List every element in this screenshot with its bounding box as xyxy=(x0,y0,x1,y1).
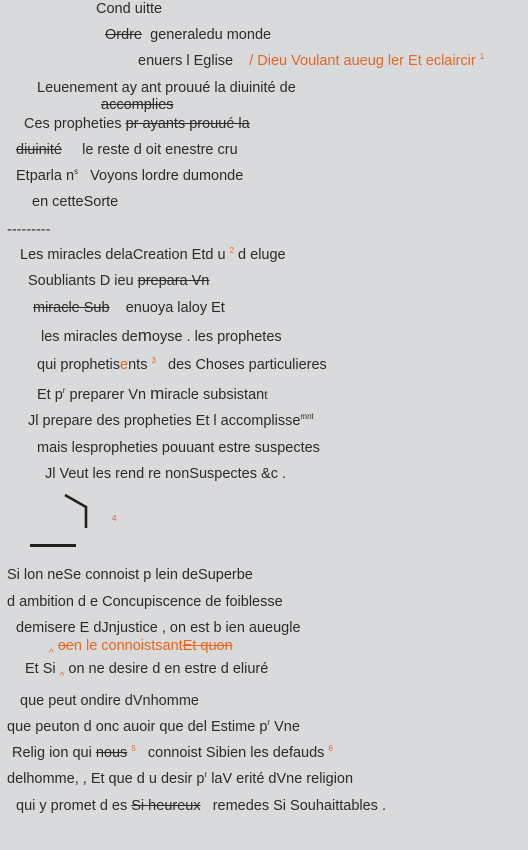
annotation-text: n le connoistsant xyxy=(73,638,183,654)
line-9 xyxy=(32,193,118,211)
text: enuers l Eglise xyxy=(138,53,234,69)
text: Vne xyxy=(274,719,300,735)
text: Les miracles delaCreation Etd u xyxy=(20,247,226,263)
text: demisere E dJnjustice , on est b ien aueugle xyxy=(16,620,301,636)
line-12 xyxy=(28,272,209,290)
text: laV erité dVne religion xyxy=(211,771,354,787)
insertion-caret: ^ xyxy=(49,648,54,659)
large-letter: m xyxy=(137,326,152,345)
text: Jl prepare des propheties Et l accomplisse xyxy=(28,413,301,429)
text: delhomme, , Et que d u desir p xyxy=(7,771,205,787)
text: Soubliants D ieu xyxy=(28,273,134,289)
struck-text: miracle Sub xyxy=(33,300,110,316)
footnote-marker: 6 xyxy=(328,744,333,753)
line-13 xyxy=(33,299,225,317)
text: qui y promet d es xyxy=(16,798,128,814)
text: Voyons lordre dumonde xyxy=(90,168,244,184)
text: que peut ondire dVnhomme xyxy=(20,693,199,709)
text: Relig ion qui xyxy=(12,745,92,761)
line-15 xyxy=(37,356,327,376)
footnote-marker: 1 xyxy=(479,52,485,61)
footnote-marker: 2 xyxy=(229,246,235,255)
line-25 xyxy=(25,660,268,680)
struck-annotation: oe xyxy=(57,638,74,654)
text: qui prophetis xyxy=(37,357,121,373)
superscript: r xyxy=(204,770,208,779)
line-22 xyxy=(7,593,283,611)
text: iracle subsistan xyxy=(164,387,265,403)
text: que peuton d onc auoir que del Estime p xyxy=(7,719,268,735)
line-30 xyxy=(16,797,386,815)
text: Cond uitte xyxy=(96,1,163,17)
text: Si lon neSe connoist p lein deSuperbe xyxy=(7,567,253,583)
text: preparer Vn xyxy=(69,387,147,403)
text: en cetteSorte xyxy=(32,194,119,210)
text: Et Si xyxy=(25,661,56,677)
separator-line xyxy=(7,221,50,239)
line-7 xyxy=(16,141,238,159)
line-6 xyxy=(24,115,250,133)
footnote-marker: 4 xyxy=(112,514,117,523)
text: nts xyxy=(128,357,148,373)
superscript: r xyxy=(267,718,271,727)
line-27 xyxy=(7,718,300,738)
text: le reste d oit enestre cru xyxy=(82,142,238,158)
line-5 xyxy=(101,96,174,114)
text: remedes Si Souhaittables . xyxy=(212,798,386,814)
text: mais lespropheties pouuant estre suspectes xyxy=(37,440,320,456)
pen-stroke-mark xyxy=(64,493,88,529)
text: oyse . les prophetes xyxy=(151,329,282,345)
struck-text: nous xyxy=(95,745,128,761)
superscript: mnt xyxy=(300,412,314,421)
text: on ne desire d en estre d eliuré xyxy=(68,661,269,677)
line-19 xyxy=(45,465,286,483)
line-18 xyxy=(37,439,320,457)
struck-text: Ordre xyxy=(105,27,143,43)
line-11 xyxy=(20,246,286,266)
line-29 xyxy=(7,770,353,790)
text: generaledu monde xyxy=(150,27,272,43)
struck-text: prepara Vn xyxy=(137,273,210,289)
text: d eluge xyxy=(238,247,286,263)
text: connoist Sibien les defauds xyxy=(147,745,325,761)
line-21 xyxy=(7,566,253,584)
line-17 xyxy=(28,412,314,432)
line-23 xyxy=(16,619,301,637)
line-3 xyxy=(138,52,484,72)
pen-stroke-underline xyxy=(30,544,76,547)
line-8 xyxy=(16,167,243,187)
text: Ces propheties xyxy=(24,116,122,132)
line-1 xyxy=(96,0,162,18)
struck-text: accomplies xyxy=(101,97,174,113)
footnote-marker: 5 xyxy=(131,744,136,753)
line-26 xyxy=(20,692,199,710)
struck-text: Si heureux xyxy=(131,798,201,814)
text: Leuenement ay ant prouué la diuinité de xyxy=(37,80,296,96)
line-28 xyxy=(12,744,333,764)
footnote-marker: 3 xyxy=(151,356,156,365)
superscript: s xyxy=(74,167,79,176)
text: Etparla n xyxy=(16,168,75,184)
text: --------- xyxy=(7,222,51,238)
text: les miracles de xyxy=(41,329,138,345)
line-16 xyxy=(37,385,268,406)
struck-text: diuinité xyxy=(16,142,62,158)
struck-annotation: Et quon xyxy=(182,638,233,654)
struck-text: pr ayants prouué la xyxy=(125,116,250,132)
text: Jl Veut les rend re nonSuspectes &c . xyxy=(45,466,286,482)
insertion-caret: ^ xyxy=(59,671,65,682)
line-24 xyxy=(49,637,233,657)
superscript: r xyxy=(62,386,66,395)
text: enuoya laloy Et xyxy=(125,300,225,316)
large-letter: m xyxy=(150,384,165,403)
annotation-letter: e xyxy=(120,357,129,373)
small-letter: t xyxy=(264,388,268,402)
annotation-text: / Dieu Voulant aueug ler Et eclaircir xyxy=(249,53,476,69)
text: Et p xyxy=(37,387,63,403)
text: d ambition d e Concupiscence de foiblesse xyxy=(7,594,283,610)
line-4 xyxy=(37,79,296,97)
line-14 xyxy=(41,327,282,346)
line-2 xyxy=(105,26,271,44)
text: des Choses particulieres xyxy=(168,357,327,373)
